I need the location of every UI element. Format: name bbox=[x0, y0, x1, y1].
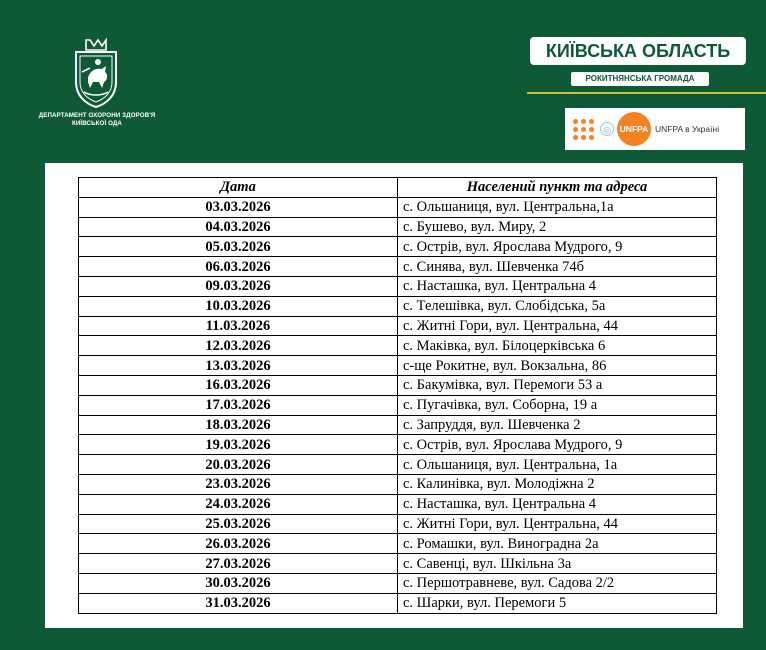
row-date: 19.03.2026 bbox=[79, 435, 398, 455]
row-address: с. Пугачівка, вул. Соборна, 19 а bbox=[398, 395, 717, 415]
row-address: с-ще Рокитне, вул. Вокзальна, 86 bbox=[398, 356, 717, 376]
row-date: 27.03.2026 bbox=[79, 554, 398, 574]
partner-text: UNFPA в Україні bbox=[655, 124, 720, 134]
row-date: 23.03.2026 bbox=[79, 474, 398, 494]
row-date: 12.03.2026 bbox=[79, 336, 398, 356]
table-row bbox=[79, 534, 717, 554]
table-header-row bbox=[79, 178, 717, 198]
un-emblem-icon: ◎ bbox=[600, 122, 614, 136]
accent-divider bbox=[527, 92, 766, 94]
row-date: 13.03.2026 bbox=[79, 356, 398, 376]
row-address: с. Ромашки, вул. Виноградна 2а bbox=[398, 534, 717, 554]
row-date: 25.03.2026 bbox=[79, 514, 398, 534]
table-row bbox=[79, 455, 717, 475]
row-address: с. Першотравневе, вул. Садова 2/2 bbox=[398, 573, 717, 593]
column-header-address: Населений пункт та адреса bbox=[398, 178, 717, 198]
column-header-date: Дата bbox=[79, 178, 398, 198]
row-date: 03.03.2026 bbox=[79, 197, 398, 217]
row-date: 10.03.2026 bbox=[79, 296, 398, 316]
row-address: с. Житні Гори, вул. Центральна, 44 bbox=[398, 316, 717, 336]
row-date: 30.03.2026 bbox=[79, 573, 398, 593]
table-row bbox=[79, 237, 717, 257]
row-address: с. Ольшаниця, вул. Центральна, 1а bbox=[398, 455, 717, 475]
row-address: с. Ольшаниця, вул. Центральна,1а bbox=[398, 197, 717, 217]
table-row bbox=[79, 435, 717, 455]
coat-of-arms-icon bbox=[68, 38, 124, 108]
table-row bbox=[79, 573, 717, 593]
row-address: с. Острів, вул. Ярослава Мудрого, 9 bbox=[398, 237, 717, 257]
row-date: 24.03.2026 bbox=[79, 494, 398, 514]
table-row bbox=[79, 217, 717, 237]
schedule-table bbox=[78, 177, 717, 614]
table-row bbox=[79, 593, 717, 613]
row-address: с. Насташка, вул. Центральна 4 bbox=[398, 494, 717, 514]
unfpa-logo-panel bbox=[565, 108, 745, 150]
row-date: 26.03.2026 bbox=[79, 534, 398, 554]
row-date: 04.03.2026 bbox=[79, 217, 398, 237]
row-address: с. Бакумівка, вул. Перемоги 53 а bbox=[398, 375, 717, 395]
table-row bbox=[79, 554, 717, 574]
row-date: 31.03.2026 bbox=[79, 593, 398, 613]
row-date: 11.03.2026 bbox=[79, 316, 398, 336]
row-address: с. Калинівка, вул. Молодіжна 2 bbox=[398, 474, 717, 494]
row-address: с. Житні Гори, вул. Центральна, 44 bbox=[398, 514, 717, 534]
row-date: 16.03.2026 bbox=[79, 375, 398, 395]
table-row bbox=[79, 296, 717, 316]
region-title: КИЇВСЬКА ОБЛАСТЬ bbox=[530, 37, 746, 65]
table-row bbox=[79, 316, 717, 336]
table-row bbox=[79, 197, 717, 217]
dots-grid-icon bbox=[571, 117, 595, 141]
row-address: с. Савенці, вул. Шкільна 3а bbox=[398, 554, 717, 574]
row-address: с. Маківка, вул. Білоцерківська 6 bbox=[398, 336, 717, 356]
department-name: ДЕПАРТАМЕНТ ОХОРОНИ ЗДОРОВ'Я КИЇВСЬКОЇ ОДА bbox=[38, 112, 156, 127]
hromada-label: РОКИТНЯНСЬКА ГРОМАДА bbox=[571, 72, 709, 86]
row-date: 05.03.2026 bbox=[79, 237, 398, 257]
unfpa-logo: UNFPA bbox=[617, 112, 651, 146]
schedule-sheet bbox=[45, 163, 743, 628]
row-address: с. Телешівка, вул. Слобідська, 5а bbox=[398, 296, 717, 316]
table-row bbox=[79, 395, 717, 415]
table-row bbox=[79, 336, 717, 356]
table-row bbox=[79, 276, 717, 296]
row-date: 20.03.2026 bbox=[79, 455, 398, 475]
table-row bbox=[79, 375, 717, 395]
row-address: с. Острів, вул. Ярослава Мудрого, 9 bbox=[398, 435, 717, 455]
row-address: с. Бушево, вул. Миру, 2 bbox=[398, 217, 717, 237]
row-date: 17.03.2026 bbox=[79, 395, 398, 415]
row-date: 18.03.2026 bbox=[79, 415, 398, 435]
row-address: с. Насташка, вул. Центральна 4 bbox=[398, 276, 717, 296]
table-row bbox=[79, 474, 717, 494]
table-row bbox=[79, 257, 717, 277]
row-date: 06.03.2026 bbox=[79, 257, 398, 277]
table-row bbox=[79, 494, 717, 514]
row-date: 09.03.2026 bbox=[79, 276, 398, 296]
row-address: с. Запруддя, вул. Шевченка 2 bbox=[398, 415, 717, 435]
table-row bbox=[79, 415, 717, 435]
row-address: с. Синява, вул. Шевченка 74б bbox=[398, 257, 717, 277]
table-row bbox=[79, 356, 717, 376]
row-address: с. Шарки, вул. Перемоги 5 bbox=[398, 593, 717, 613]
table-row bbox=[79, 514, 717, 534]
